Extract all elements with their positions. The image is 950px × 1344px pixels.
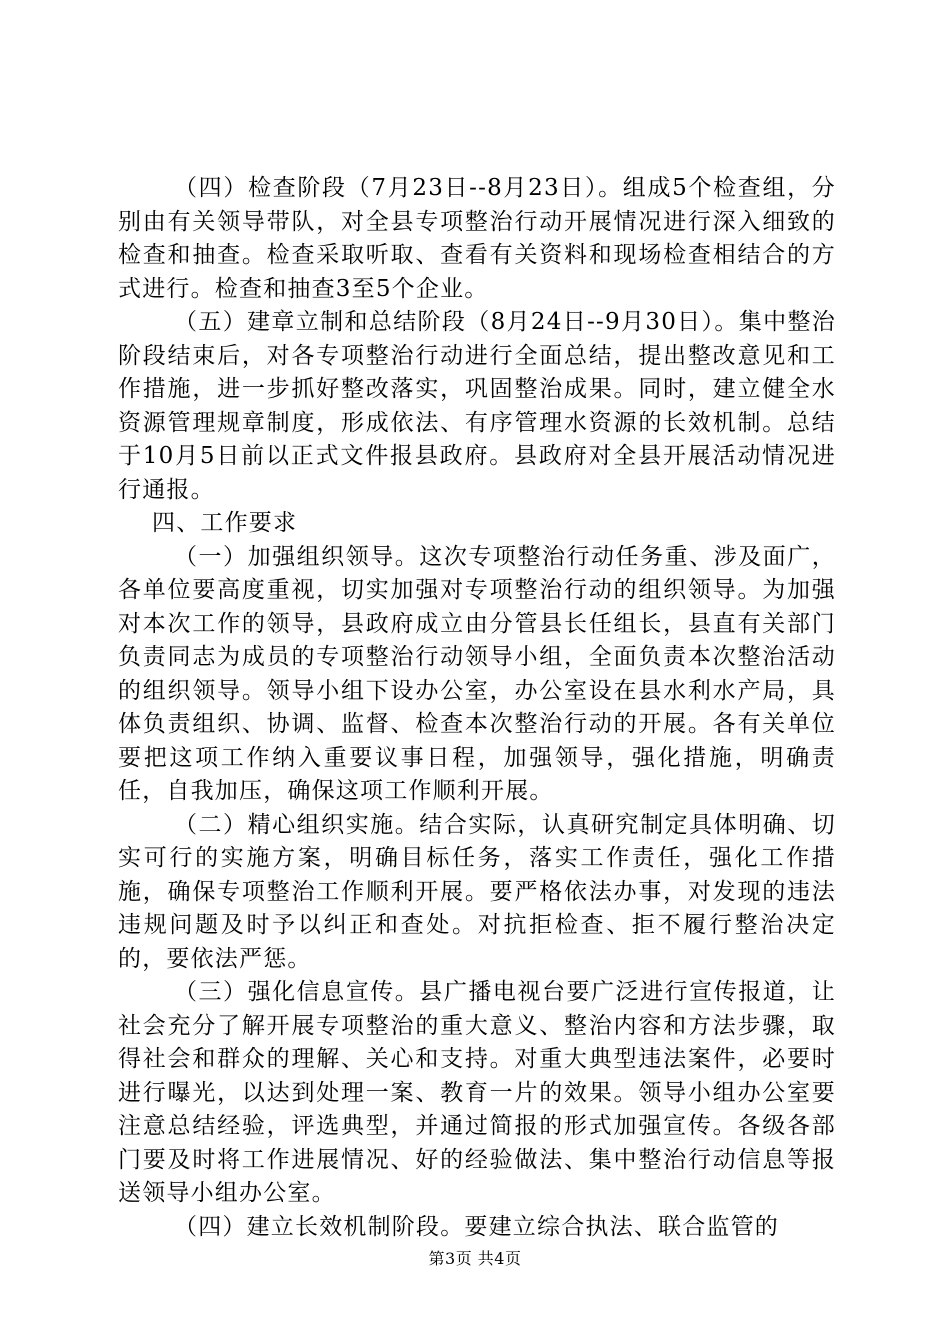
section-heading-work-requirements: 四、工作要求	[152, 510, 298, 536]
paragraph-implementation: （二）精心组织实施。结合实际，认真研究制定具体明确、切实可行的实施方案，明确目标任务，落实工作责任，强化工作措施，确保专项整治工作顺利开展。要严格依法办事，对发现的违法违规问题及时予以纠正和查处。对抗拒检查、拒不履行整治决定的，要依法严惩。	[118, 811, 836, 972]
page-number-footer: 第3页 共4页	[428, 1249, 522, 1268]
paragraph-inspection-stage: （四）检查阶段（7月23日--8月23日）。组成5个检查组，分别由有关领导带队，对全县专项整治行动开展情况进行深入细致的检查和抽查。检查采取听取、查看有关资料和现场检查相结合的方式进行。检查和抽查3至5个企业。	[118, 175, 836, 302]
document-body	[118, 172, 836, 1244]
paragraph-summary-stage: （五）建章立制和总结阶段（8月24日--9月30日）。集中整治阶段结束后，对各专项整治行动进行全面总结，提出整改意见和工作措施，进一步抓好整改落实，巩固整治成果。同时，建立健全水资源管理规章制度，形成依法、有序管理水资源的长效机制。总结于10月5日前以正式文件报县政府。县政府对全县开展活动情况进行通报。	[118, 309, 836, 503]
paragraph-long-term-mechanism: （四）建立长效机制阶段。要建立综合执法、联合监管的	[174, 1213, 779, 1240]
paragraph-publicity: （三）强化信息宣传。县广播电视台要广泛进行宣传报道，让社会充分了解开展专项整治的重大意义、整治内容和方法步骤，取得社会和群众的理解、关心和支持。对重大典型违法案件，必要时进行曝光，以达到处理一案、教育一片的效果。领导小组办公室要注意总结经验，评选典型，并通过简报的形式加强宣传。各级各部门要及时将工作进展情况、好的经验做法、集中整治行动信息等报送领导小组办公室。	[118, 979, 836, 1206]
paragraph-organization-leadership: （一）加强组织领导。这次专项整治行动任务重、涉及面广，各单位要高度重视，切实加强对专项整治行动的组织领导。为加强对本次工作的领导，县政府成立由分管县长任组长，县直有关部门负责同志为成员的专项整治行动领导小组，全面负责本次整治活动的组织领导。领导小组下设办公室，办公室设在县水利水产局，具体负责组织、协调、监督、检查本次整治行动的开展。各有关单位要把这项工作纳入重要议事日程，加强领导，强化措施，明确责任，自我加压，确保这项工作顺利开展。	[118, 543, 836, 804]
